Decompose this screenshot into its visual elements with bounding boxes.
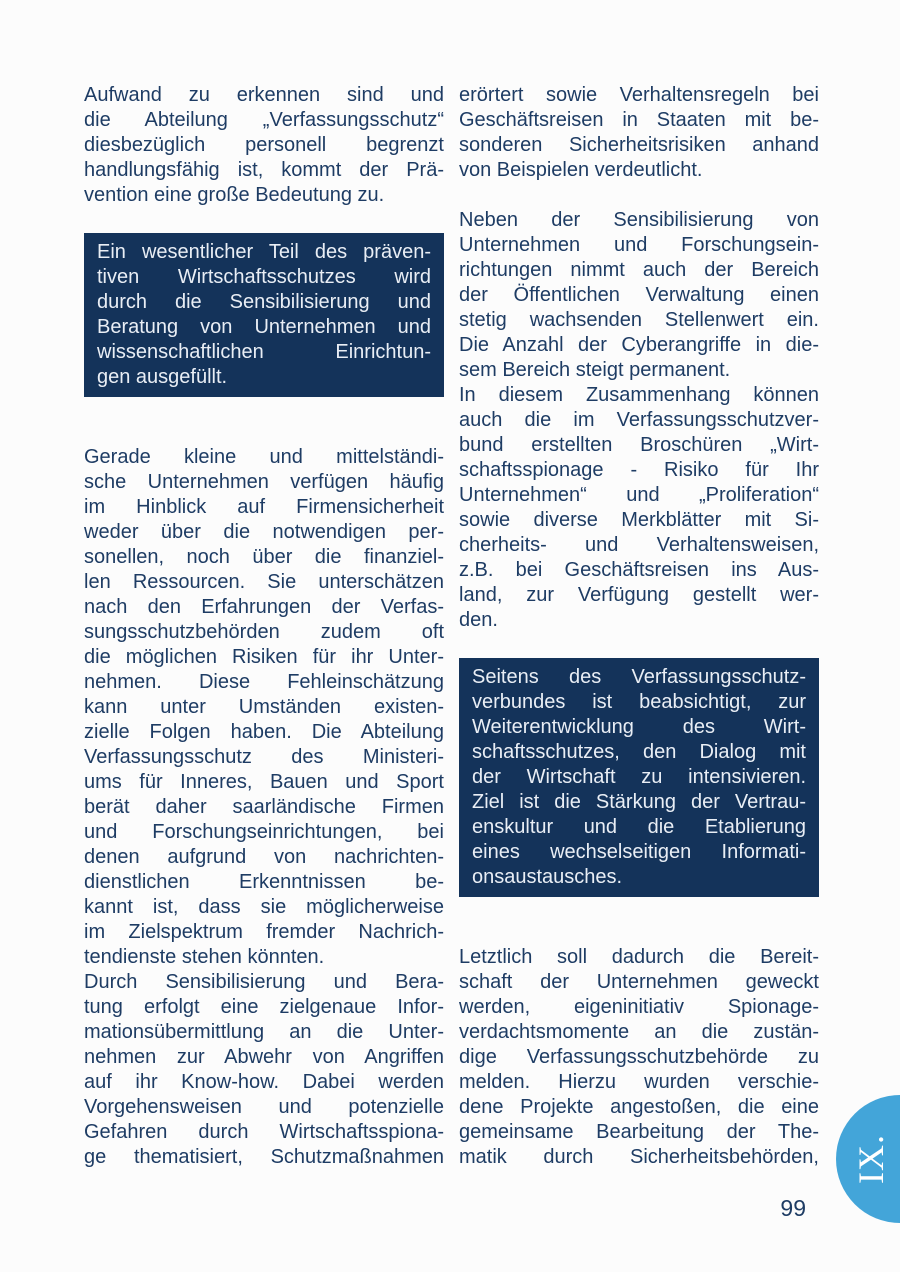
text-line: Gerade kleine und mittelständi-: [84, 446, 444, 468]
text-line: sem Bereich steigt permanent.: [459, 359, 731, 381]
text-line: bund erstellten Broschüren „Wirt-: [459, 434, 819, 456]
text-line: Seitens des Verfassungsschutz-: [472, 666, 806, 688]
text-line: Unternehmen“ und „Proliferation“: [459, 484, 819, 506]
text-line: Durch Sensibilisierung und Bera-: [84, 971, 444, 993]
text-line: stetig wachsenden Stellenwert ein.: [459, 309, 819, 331]
text-line: denen aufgrund von nachrichten-: [84, 846, 444, 868]
text-line: land, zur Verfügung gestellt wer-: [459, 584, 819, 606]
text-line: eines wechselseitigen Informati-: [472, 841, 806, 863]
text-line: Die Anzahl der Cyberangriffe in die-: [459, 334, 819, 356]
text-line: diesbezüglich personell begrenzt: [84, 134, 444, 156]
text-line: Ziel ist die Stärkung der Vertrau-: [472, 791, 806, 813]
text-line: tiven Wirtschaftsschutzes wird: [97, 266, 431, 288]
text-line: Neben der Sensibilisierung von: [459, 209, 819, 231]
paragraph: [84, 83, 444, 208]
text-line: den.: [459, 609, 498, 631]
text-line: gen ausgefüllt.: [97, 366, 228, 388]
text-line: tendienste stehen könnten.: [84, 946, 325, 968]
text-line: melden. Hierzu wurden verschie-: [459, 1071, 819, 1093]
text-line: kannt ist, dass sie möglicherweise: [84, 896, 444, 918]
text-line: onsaustausches.: [472, 866, 623, 888]
text-line: handlungsfähig ist, kommt der Prä-: [84, 159, 444, 181]
text-line: die möglichen Risiken für ihr Unter-: [84, 646, 444, 668]
text-line: werden, eigeninitiativ Spionage-: [459, 996, 819, 1018]
text-line: Gefahren durch Wirtschaftsspiona-: [84, 1121, 444, 1143]
text-line: verbundes ist beabsichtigt, zur: [472, 691, 806, 713]
chapter-tab: [836, 1095, 900, 1223]
text-line: sonderen Sicherheitsrisiken anhand: [459, 134, 819, 156]
paragraph: [459, 83, 819, 183]
text-line: dienstlichen Erkenntnissen be-: [84, 871, 444, 893]
page-number: 99: [780, 1195, 806, 1221]
text-line: mationsübermittlung an die Unter-: [84, 1021, 444, 1043]
text-line: In diesem Zusammenhang können: [459, 384, 819, 406]
text-line: cherheits- und Verhaltensweisen,: [459, 534, 819, 556]
callout-box: [459, 658, 819, 897]
left-text-column: [84, 83, 444, 1195]
text-line: vention eine große Bedeutung zu.: [84, 184, 385, 206]
text-line: der Öffentlichen Verwaltung einen: [459, 284, 819, 306]
text-line: Ein wesentlicher Teil des präven-: [97, 241, 431, 263]
paragraph: [459, 945, 819, 1170]
text-line: Beratung von Unternehmen und: [97, 316, 431, 338]
text-line: ge thematisiert, Schutzmaßnahmen: [84, 1146, 444, 1168]
text-line: len Ressourcen. Sie unterschätzen: [84, 571, 444, 593]
text-line: berät daher saarländische Firmen: [84, 796, 444, 818]
text-line: Verfassungsschutz des Ministeri-: [84, 746, 444, 768]
text-line: wissenschaftlichen Einrichtun-: [97, 341, 431, 363]
paragraph: [84, 445, 444, 1170]
text-line: schaftsspionage - Risiko für Ihr: [459, 459, 819, 481]
text-line: Unternehmen und Forschungsein-: [459, 234, 819, 256]
text-line: Vorgehensweisen und potenzielle: [84, 1096, 444, 1118]
text-line: richtungen nimmt auch der Bereich: [459, 259, 819, 281]
text-line: Geschäftsreisen in Staaten mit be-: [459, 109, 819, 131]
text-line: und Forschungseinrichtungen, bei: [84, 821, 444, 843]
text-line: dige Verfassungsschutzbehörde zu: [459, 1046, 819, 1068]
right-text-column: [459, 83, 819, 1195]
text-line: von Beispielen verdeutlicht.: [459, 159, 703, 181]
text-line: zielle Folgen haben. Die Abteilung: [84, 721, 444, 743]
text-line: weder über die notwendigen per-: [84, 521, 444, 543]
chapter-tab-label: IX.: [850, 1134, 891, 1184]
text-line: durch die Sensibilisierung und: [97, 291, 431, 313]
text-line: kann unter Umständen existen-: [84, 696, 444, 718]
text-line: schaftsschutzes, den Dialog mit: [472, 741, 806, 763]
text-line: nehmen zur Abwehr von Angriffen: [84, 1046, 444, 1068]
text-line: auf ihr Know-how. Dabei werden: [84, 1071, 444, 1093]
text-line: im Zielspektrum fremder Nachrich-: [84, 921, 444, 943]
text-line: Aufwand zu erkennen sind und: [84, 84, 444, 106]
text-line: verdachtsmomente an die zustän-: [459, 1021, 819, 1043]
text-line: nehmen. Diese Fehleinschätzung: [84, 671, 444, 693]
text-line: schaft der Unternehmen geweckt: [459, 971, 819, 993]
text-line: dene Projekte angestoßen, die eine: [459, 1096, 819, 1118]
text-line: sowie diverse Merkblätter mit Si-: [459, 509, 819, 531]
text-line: Letztlich soll dadurch die Bereit-: [459, 946, 819, 968]
paragraph: [459, 208, 819, 633]
text-line: sungsschutzbehörden zudem oft: [84, 621, 444, 643]
text-line: Weiterentwicklung des Wirt-: [472, 716, 806, 738]
text-line: sonellen, noch über die finanziel-: [84, 546, 444, 568]
text-line: enskultur und die Etablierung: [472, 816, 806, 838]
text-line: matik durch Sicherheitsbehörden,: [459, 1146, 819, 1168]
text-line: im Hinblick auf Firmensicherheit: [84, 496, 444, 518]
text-line: sche Unternehmen verfügen häufig: [84, 471, 444, 493]
text-line: nach den Erfahrungen der Verfas-: [84, 596, 444, 618]
text-line: die Abteilung „Verfassungsschutz“: [84, 109, 444, 131]
text-line: ums für Inneres, Bauen und Sport: [84, 771, 444, 793]
callout-box: [84, 233, 444, 397]
text-line: tung erfolgt eine zielgenaue Infor-: [84, 996, 444, 1018]
text-line: gemeinsame Bearbeitung der The-: [459, 1121, 819, 1143]
text-line: erörtert sowie Verhaltensregeln bei: [459, 84, 819, 106]
text-line: z.B. bei Geschäftsreisen ins Aus-: [459, 559, 819, 581]
text-line: der Wirtschaft zu intensivieren.: [472, 766, 806, 788]
text-line: auch die im Verfassungsschutzver-: [459, 409, 819, 431]
